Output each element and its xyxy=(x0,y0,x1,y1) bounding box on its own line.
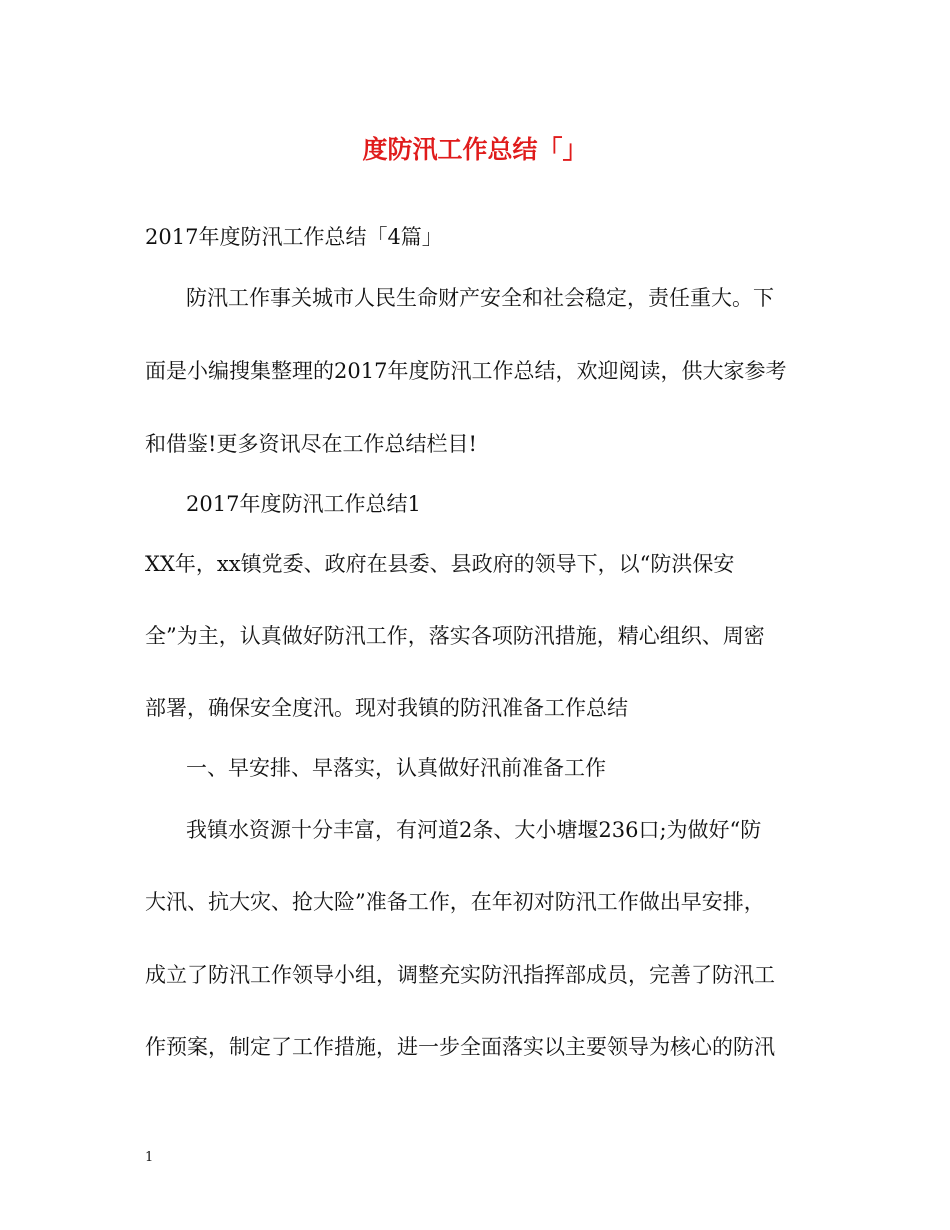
paragraph-line: 部署，确保安全度汛。现对我镇的防汛准备工作总结 xyxy=(145,696,628,720)
paragraph-line: 全”为主，认真做好防汛工作，落实各项防汛措施，精心组织、周密 xyxy=(145,624,765,648)
paragraph-line: XX年，xx镇党委、政府在县委、县政府的领导下，以“防洪保安 xyxy=(145,552,735,576)
paragraph-line: 我镇水资源十分丰富，有河道2条、大小塘堰236口;为做好“防 xyxy=(186,818,762,842)
document-title: 度防汛工作总结「」 xyxy=(362,135,588,164)
paragraph-line: 防汛工作事关城市人民生命财产安全和社会稳定，责任重大。下 xyxy=(186,286,774,310)
paragraph-line: 面是小编搜集整理的2017年度防汛工作总结，欢迎阅读，供大家参考 xyxy=(145,359,787,383)
paragraph-line: 和借鉴!更多资讯尽在工作总结栏目! xyxy=(145,432,477,456)
paragraph-line: 大汛、抗大灾、抢大险”准备工作，在年初对防汛工作做出早安排， xyxy=(145,890,765,914)
paragraph-line: 成立了防汛工作领导小组，调整充实防汛指挥部成员，完善了防汛工 xyxy=(145,963,775,987)
paragraph-line: 作预案，制定了工作措施，进一步全面落实以主要领导为核心的防汛 xyxy=(145,1035,775,1059)
subtitle-line: 2017年度防汛工作总结「4篇」 xyxy=(145,225,443,249)
page-number: 1 xyxy=(145,1150,154,1165)
section-heading: 一、早安排、早落实，认真做好汛前准备工作 xyxy=(186,756,606,780)
section-heading: 2017年度防汛工作总结1 xyxy=(186,492,421,516)
